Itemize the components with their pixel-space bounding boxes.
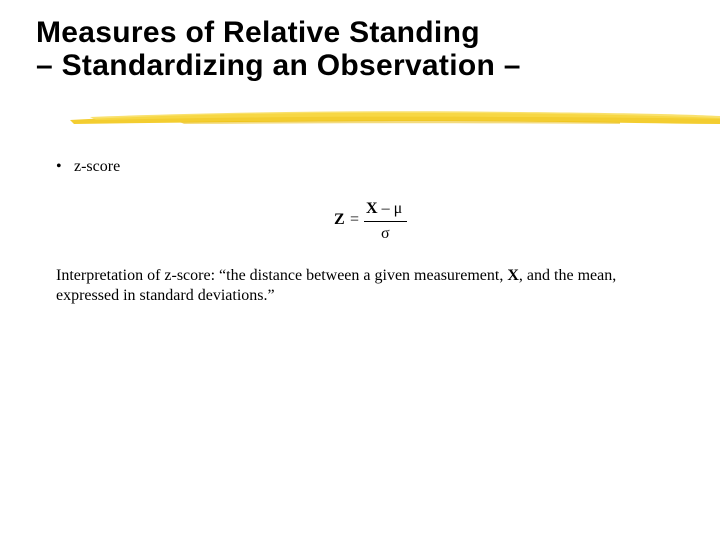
formula-numerator	[366, 200, 402, 218]
title-line-1: Measures of Relative Standing	[36, 16, 480, 49]
interpretation-emphasis: X	[507, 267, 519, 284]
bullet-dot: •	[56, 158, 62, 175]
formula-equals: =	[350, 211, 360, 228]
bullet-item-z-score	[56, 157, 120, 177]
interpretation-part-1: Interpretation of z-score: “the distance between a given measurement,	[56, 267, 508, 284]
formula-denominator: σ	[381, 225, 390, 242]
z-score-formula	[334, 200, 424, 246]
interpretation-part-2: , and the mean, expressed in standard deviations.”	[56, 267, 617, 304]
formula-z: Z	[334, 211, 345, 228]
interpretation-text	[56, 266, 656, 306]
numerator-x: X	[366, 200, 378, 217]
bullet-label: z-score	[74, 158, 121, 175]
title-brush-underline	[60, 104, 720, 132]
slide-title	[36, 16, 696, 82]
fraction-bar	[364, 221, 407, 222]
title-line-2: – Standardizing an Observation –	[36, 49, 521, 82]
numerator-mu: μ	[393, 200, 403, 217]
numerator-minus: –	[377, 200, 394, 217]
